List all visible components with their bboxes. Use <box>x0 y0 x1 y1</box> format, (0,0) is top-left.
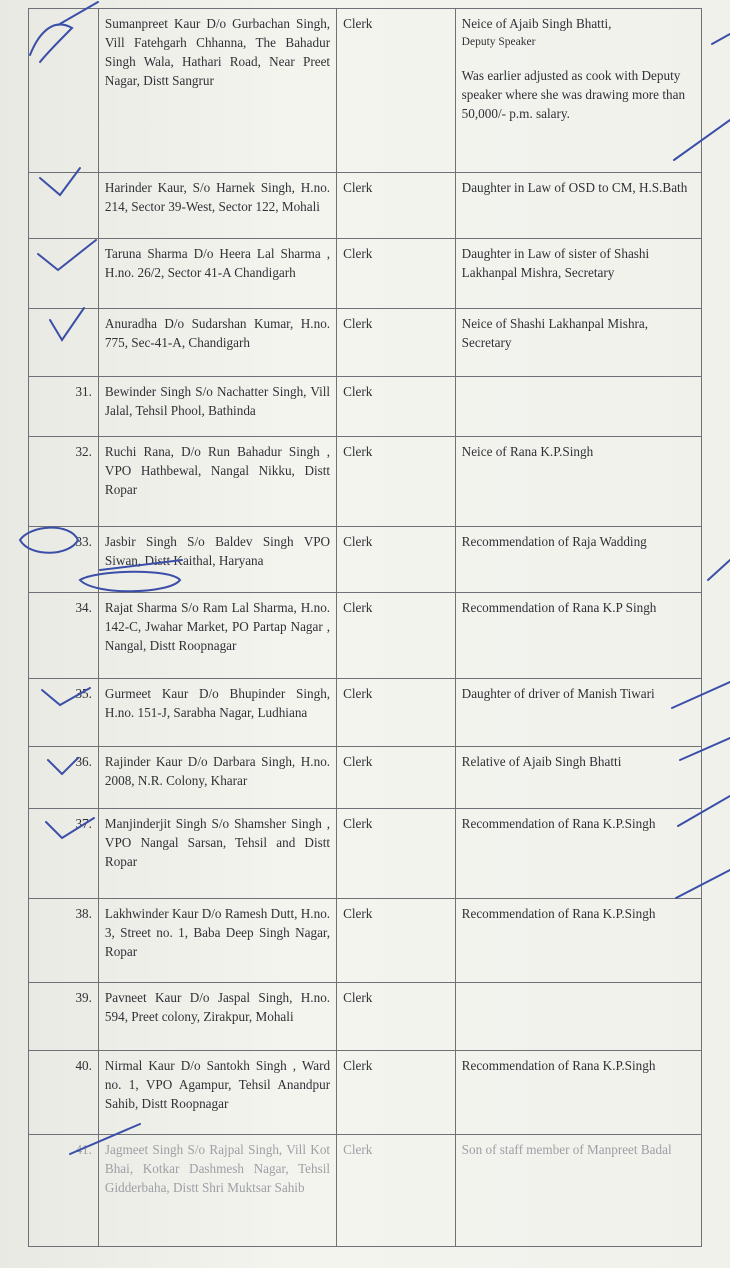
name-cell: Manjinderjit Singh S/o Shamsher Singh , VPO Nangal Sarsan, Tehsil and Distt Ropar <box>98 809 336 899</box>
table-row <box>29 1051 702 1135</box>
serial-cell: 34. <box>29 593 99 679</box>
remark-cell: Recommendation of Raja Wadding <box>455 527 701 593</box>
remark-cell: Daughter of driver of Manish Tiwari <box>455 679 701 747</box>
margin-mark <box>712 34 730 44</box>
name-cell: Jagmeet Singh S/o Rajpal Singh, Vill Kot Bhai, Kotkar Dashmesh Nagar, Tehsil Gidderbaha, Distt Shri Muktsar Sahib <box>98 1135 336 1247</box>
name-cell: Sumanpreet Kaur D/o Gurbachan Singh, Vill Fatehgarh Chhanna, The Bahadur Singh Wala, Hathari Road, Near Preet Nagar, Distt Sangrur <box>98 9 336 173</box>
margin-mark <box>708 560 730 580</box>
serial-cell: 33. <box>29 527 99 593</box>
table-row <box>29 173 702 239</box>
name-cell: Gurmeet Kaur D/o Bhupinder Singh, H.no. 151-J, Sarabha Nagar, Ludhiana <box>98 679 336 747</box>
name-cell: Bewinder Singh S/o Nachatter Singh, Vill Jalal, Tehsil Phool, Bathinda <box>98 377 336 437</box>
table-row <box>29 593 702 679</box>
name-cell: Ruchi Rana, D/o Run Bahadur Singh , VPO Hathbewal, Nangal Nikku, Distt Ropar <box>98 437 336 527</box>
serial-cell: 38. <box>29 899 99 983</box>
serial-cell <box>29 309 99 377</box>
table-row <box>29 377 702 437</box>
post-cell: Clerk <box>337 593 456 679</box>
name-cell: Harinder Kaur, S/o Harnek Singh, H.no. 214, Sector 39-West, Sector 122, Mohali <box>98 173 336 239</box>
remark-cell: Recommendation of Rana K.P.Singh <box>455 1051 701 1135</box>
table-row <box>29 1135 702 1247</box>
appointments-table <box>28 8 702 1247</box>
name-cell: Rajinder Kaur D/o Darbara Singh, H.no. 2008, N.R. Colony, Kharar <box>98 747 336 809</box>
name-cell: Lakhwinder Kaur D/o Ramesh Dutt, H.no. 3, Street no. 1, Baba Deep Singh Nagar, Ropar <box>98 899 336 983</box>
remark-cell: Daughter in Law of sister of Shashi Lakhanpal Mishra, Secretary <box>455 239 701 309</box>
post-cell: Clerk <box>337 809 456 899</box>
serial-cell: 35. <box>29 679 99 747</box>
table-row <box>29 809 702 899</box>
post-cell: Clerk <box>337 309 456 377</box>
name-cell: Rajat Sharma S/o Ram Lal Sharma, H.no. 142-C, Jwahar Market, PO Partap Nagar , Nangal, Distt Roopnagar <box>98 593 336 679</box>
post-cell: Clerk <box>337 377 456 437</box>
table-row <box>29 437 702 527</box>
table-row <box>29 679 702 747</box>
table-row <box>29 9 702 173</box>
table-row <box>29 747 702 809</box>
table-row <box>29 899 702 983</box>
remark-cell: Neice of Rana K.P.Singh <box>455 437 701 527</box>
post-cell: Clerk <box>337 747 456 809</box>
remark-extra: Was earlier adjusted as cook with Deputy speaker where she was drawing more than 50,000/- p.m. salary. <box>461 68 686 121</box>
remark-cell <box>455 983 701 1051</box>
name-cell: Nirmal Kaur D/o Santokh Singh , Ward no. 1, VPO Agampur, Tehsil Anandpur Sahib, Distt Roopnagar <box>98 1051 336 1135</box>
post-cell: Clerk <box>337 983 456 1051</box>
post-cell: Clerk <box>337 1135 456 1247</box>
serial-cell <box>29 239 99 309</box>
post-cell: Clerk <box>337 437 456 527</box>
name-cell: Anuradha D/o Sudarshan Kumar, H.no. 775, Sec-41-A, Chandigarh <box>98 309 336 377</box>
table-row <box>29 309 702 377</box>
remark-cell <box>455 9 701 173</box>
serial-cell: 31. <box>29 377 99 437</box>
remark-text: Neice of Ajaib Singh Bhatti, <box>461 16 612 31</box>
remark-cell: Recommendation of Rana K.P.Singh <box>455 899 701 983</box>
post-cell: Clerk <box>337 1051 456 1135</box>
remark-cell: Son of staff member of Manpreet Badal <box>455 1135 701 1247</box>
table-row <box>29 239 702 309</box>
remark-cell: Recommendation of Rana K.P Singh <box>455 593 701 679</box>
serial-cell: 36. <box>29 747 99 809</box>
name-cell: Pavneet Kaur D/o Jaspal Singh, H.no. 594, Preet colony, Zirakpur, Mohali <box>98 983 336 1051</box>
serial-cell: 40. <box>29 1051 99 1135</box>
post-cell: Clerk <box>337 9 456 173</box>
remark-cell: Recommendation of Rana K.P.Singh <box>455 809 701 899</box>
serial-cell: 41. <box>29 1135 99 1247</box>
serial-cell <box>29 9 99 173</box>
table-row <box>29 983 702 1051</box>
remark-cell: Neice of Shashi Lakhanpal Mishra, Secretary <box>455 309 701 377</box>
post-cell: Clerk <box>337 239 456 309</box>
remark-cell <box>455 377 701 437</box>
serial-cell: 37. <box>29 809 99 899</box>
post-cell: Clerk <box>337 679 456 747</box>
table-row <box>29 527 702 593</box>
serial-cell: 32. <box>29 437 99 527</box>
post-cell: Clerk <box>337 899 456 983</box>
serial-cell: 39. <box>29 983 99 1051</box>
remark-cell: Relative of Ajaib Singh Bhatti <box>455 747 701 809</box>
serial-cell <box>29 173 99 239</box>
name-cell: Jasbir Singh S/o Baldev Singh VPO Siwan, Distt Kaithal, Haryana <box>98 527 336 593</box>
name-cell: Taruna Sharma D/o Heera Lal Sharma , H.no. 26/2, Sector 41-A Chandigarh <box>98 239 336 309</box>
post-cell: Clerk <box>337 527 456 593</box>
post-cell: Clerk <box>337 173 456 239</box>
remark-subtitle: Deputy Speaker <box>461 36 536 48</box>
remark-cell: Daughter in Law of OSD to CM, H.S.Bath <box>455 173 701 239</box>
